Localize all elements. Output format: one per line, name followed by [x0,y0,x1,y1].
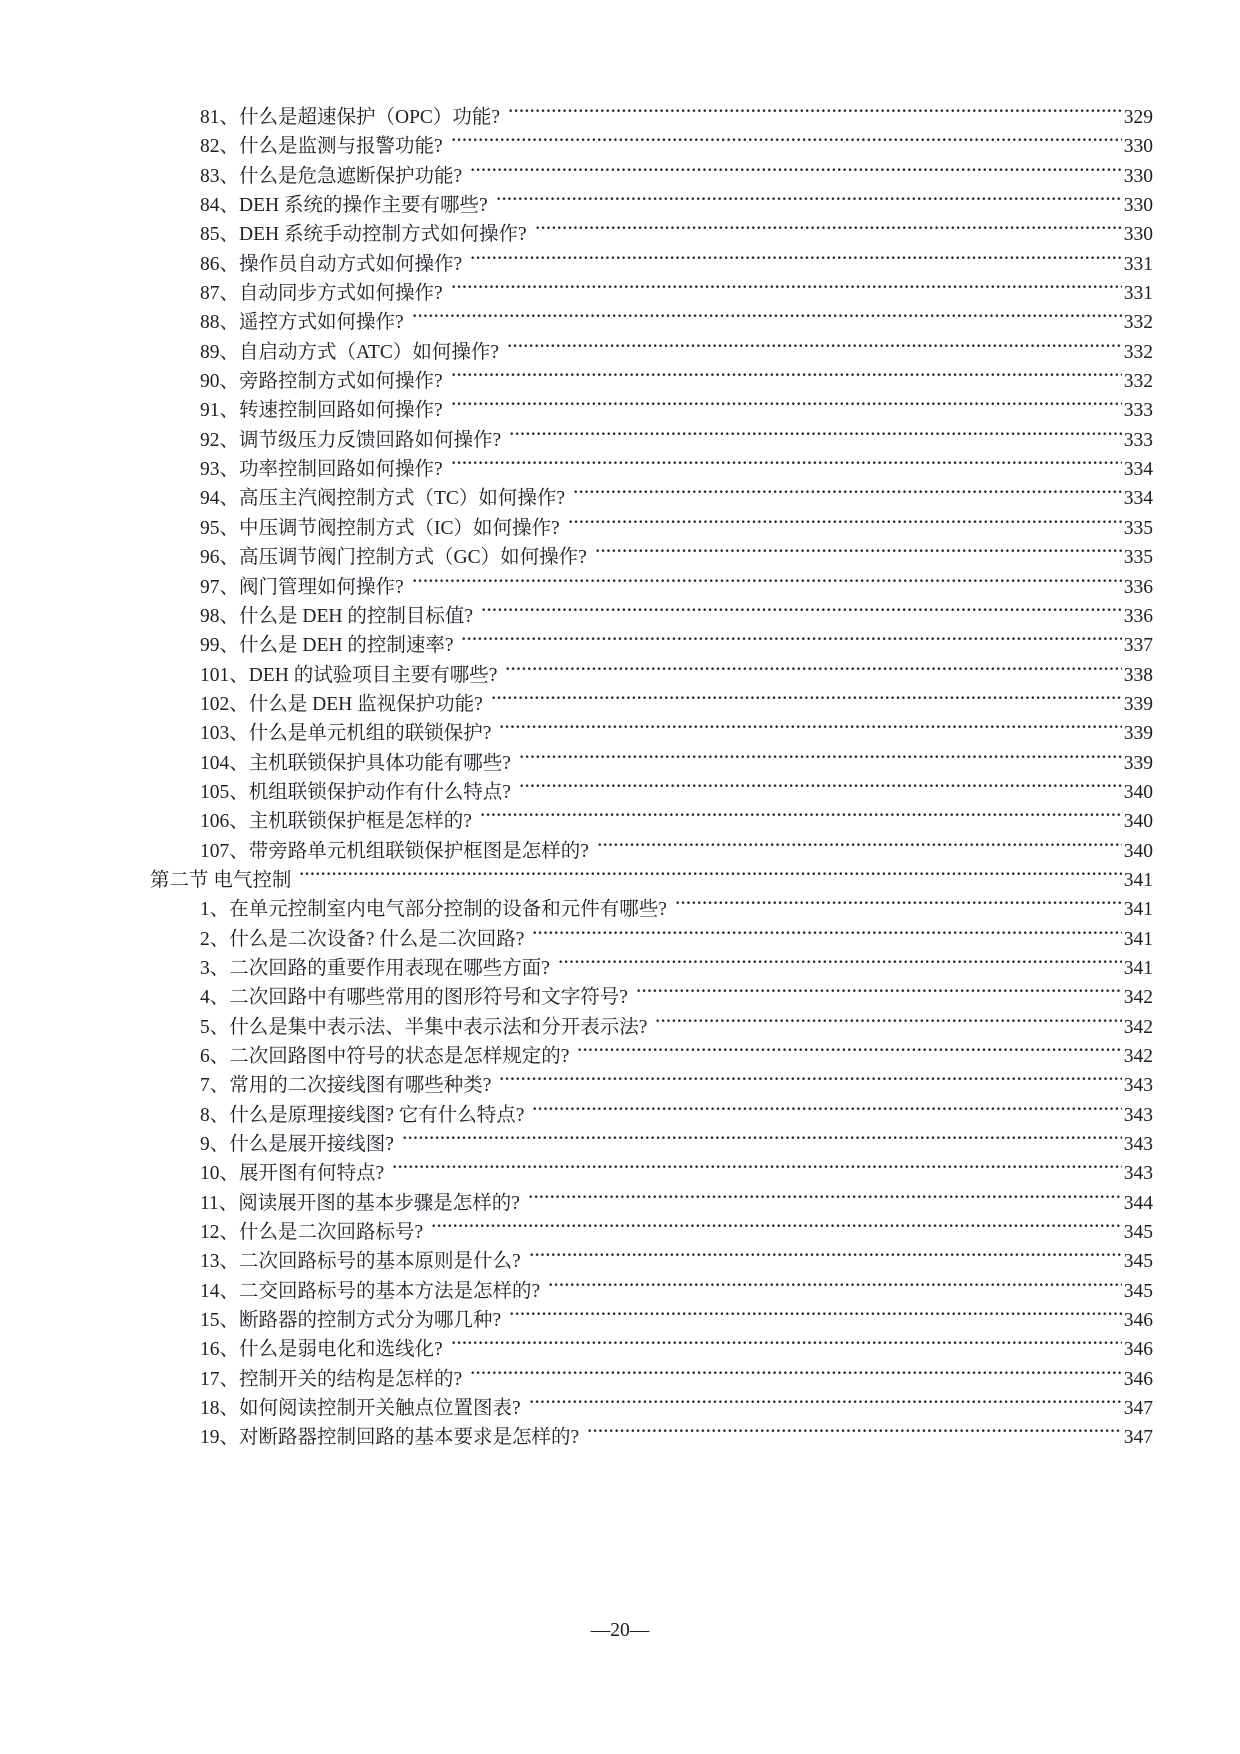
toc-item-row [0,514,1240,543]
toc-section-row [0,866,1240,895]
toc-entry-label: 93、功率控制回路如何操作? [200,459,443,481]
dot-leader [451,279,1122,308]
toc-entry-label: 6、二次回路图中符号的状态是怎样规定的? [200,1046,570,1067]
toc-entry-label: 第二节 电气控制 [150,869,292,891]
dot-leader [505,661,1121,690]
toc-entry-page: 339 [1123,693,1153,715]
toc-item-row [0,1189,1240,1218]
dot-leader [451,455,1122,484]
toc-entry-label: 19、对断路器控制回路的基本要求是怎样的? [200,1427,580,1449]
toc-entry-page: 342 [1123,1016,1153,1038]
toc-item-row [0,543,1240,572]
dot-leader [491,690,1122,719]
toc-item-row [0,484,1240,513]
dot-leader [461,631,1121,660]
toc-entry-page: 339 [1123,723,1153,745]
toc-item-row [0,719,1240,748]
toc-item-row [0,983,1240,1012]
toc-item-row [0,338,1240,367]
toc-item-row [0,631,1240,660]
toc-item-row [0,367,1240,396]
toc-entry-label: 104、主机联锁保护具体功能有哪些? [200,752,511,774]
toc-item-row [0,1423,1240,1452]
toc-item-row [0,396,1240,425]
dot-leader [636,983,1122,1012]
toc-entry-label: 89、自启动方式（ATC）如何操作? [200,341,499,363]
dot-leader [675,895,1122,924]
toc-entry-label: 86、操作员自动方式如何操作? [200,253,463,275]
toc-entry-page: 344 [1123,1192,1153,1214]
dot-leader [529,1394,1122,1423]
toc-item-row [0,220,1240,249]
toc-entry-page: 336 [1123,576,1153,598]
toc-list [0,103,1240,1453]
toc-entry-label: 83、什么是危急遮断保护功能? [200,165,463,187]
toc-item-row [0,602,1240,631]
toc-item-row [0,1306,1240,1335]
dot-leader [507,338,1122,367]
dot-leader [480,807,1122,836]
dot-leader [529,1247,1122,1276]
toc-entry-page: 341 [1123,899,1153,921]
toc-entry-label: 101、DEH 的试验项目主要有哪些? [200,664,498,686]
toc-entry-page: 330 [1123,195,1153,217]
dot-leader [451,132,1122,161]
dot-leader [299,866,1121,895]
toc-item-row [0,1042,1240,1071]
dot-leader [431,1218,1122,1247]
toc-item-row [0,162,1240,191]
toc-item-row [0,778,1240,807]
toc-entry-page: 345 [1123,1222,1153,1244]
toc-entry-label: 84、DEH 系统的操作主要有哪些? [200,195,488,217]
dot-leader [470,1365,1122,1394]
dot-leader [573,484,1122,513]
toc-entry-page: 343 [1123,1104,1153,1126]
toc-entry-page: 332 [1123,341,1153,363]
toc-entry-page: 345 [1123,1280,1153,1302]
toc-entry-label: 11、阅读展开图的基本步骤是怎样的? [200,1192,520,1214]
toc-entry-page: 330 [1123,165,1153,187]
toc-entry-page: 331 [1123,283,1153,305]
dot-leader [470,162,1122,191]
toc-entry-page: 336 [1123,605,1153,627]
toc-entry-page: 341 [1123,928,1153,950]
toc-item-row [0,426,1240,455]
toc-entry-label: 13、二次回路标号的基本原则是什么? [200,1251,521,1273]
toc-entry-page: 332 [1123,371,1153,393]
dot-leader [519,749,1122,778]
toc-entry-page: 345 [1123,1251,1153,1273]
toc-entry-label: 106、主机联锁保护框是怎样的? [200,811,472,833]
toc-entry-label: 99、什么是 DEH 的控制速率? [200,635,454,657]
dot-leader [655,1013,1121,1042]
toc-entry-label: 87、自动同步方式如何操作? [200,283,443,305]
toc-entry-label: 92、调节级压力反馈回路如何操作? [200,429,502,451]
toc-item-row [0,1277,1240,1306]
toc-item-row [0,1071,1240,1100]
toc-item-row [0,661,1240,690]
dot-leader [412,308,1122,337]
dot-leader [451,1335,1122,1364]
dot-leader [496,191,1122,220]
dot-leader [509,426,1122,455]
dot-leader [597,837,1122,866]
toc-entry-page: 342 [1123,987,1153,1009]
toc-entry-page: 340 [1123,811,1153,833]
toc-entry-page: 329 [1123,107,1153,128]
dot-leader [412,573,1122,602]
dot-leader [499,1071,1121,1100]
toc-entry-label: 16、什么是弱电化和选线化? [200,1339,443,1361]
toc-entry-label: 17、控制开关的结构是怎样的? [200,1368,463,1390]
dot-leader [481,602,1122,631]
toc-entry-label: 18、如何阅读控制开关触点位置图表? [200,1398,521,1420]
toc-item-row [0,895,1240,924]
toc-item-row [0,1101,1240,1130]
toc-entry-page: 341 [1123,957,1153,979]
dot-leader [392,1159,1122,1188]
toc-entry-page: 343 [1123,1075,1153,1097]
toc-entry-page: 343 [1123,1134,1153,1156]
toc-entry-label: 3、二次回路的重要作用表现在哪些方面? [200,957,550,979]
toc-entry-page: 340 [1123,781,1153,803]
toc-entry-label: 88、遥控方式如何操作? [200,312,404,334]
toc-entry-label: 82、什么是监测与报警功能? [200,136,443,158]
toc-item-row [0,954,1240,983]
dot-leader [528,1189,1122,1218]
toc-entry-page: 341 [1123,869,1153,891]
toc-entry-label: 12、什么是二次回路标号? [200,1222,424,1244]
dot-leader [548,1277,1122,1306]
dot-leader [451,367,1122,396]
toc-entry-page: 330 [1123,224,1153,246]
dot-leader [508,103,1122,132]
dot-leader [451,396,1122,425]
toc-item-row [0,191,1240,220]
toc-item-row [0,573,1240,602]
dot-leader [535,220,1122,249]
toc-entry-label: 103、什么是单元机组的联锁保护? [200,723,492,745]
toc-entry-page: 337 [1123,635,1153,657]
toc-entry-label: 14、二交回路标号的基本方法是怎样的? [200,1280,541,1302]
dot-leader [558,954,1122,983]
toc-item-row [0,925,1240,954]
toc-item-row [0,250,1240,279]
toc-item-row [0,690,1240,719]
toc-entry-page: 343 [1123,1163,1153,1185]
dot-leader [402,1130,1122,1159]
dot-leader [595,543,1122,572]
toc-item-row [0,1130,1240,1159]
toc-item-row [0,1365,1240,1394]
toc-entry-page: 346 [1123,1310,1153,1332]
toc-entry-page: 330 [1123,136,1153,158]
footer-page-number: —20— [590,1620,650,1641]
toc-entry-page: 339 [1123,752,1153,774]
toc-item-row [0,837,1240,866]
toc-entry-label: 94、高压主汽阀控制方式（TC）如何操作? [200,488,566,510]
dot-leader [577,1042,1121,1071]
toc-entry-label: 105、机组联锁保护动作有什么特点? [200,781,511,803]
toc-item-row [0,1247,1240,1276]
toc-item-row [0,308,1240,337]
toc-entry-page: 346 [1123,1368,1153,1390]
toc-entry-label: 81、什么是超速保护（OPC）功能? [200,107,501,128]
toc-entry-page: 334 [1123,459,1153,481]
toc-entry-label: 15、断路器的控制方式分为哪几种? [200,1310,502,1332]
toc-entry-label: 96、高压调节阀门控制方式（GC）如何操作? [200,547,587,569]
toc-entry-label: 90、旁路控制方式如何操作? [200,371,443,393]
toc-entry-label: 4、二次回路中有哪些常用的图形符号和文字符号? [200,987,628,1009]
toc-item-row [0,1013,1240,1042]
toc-entry-page: 340 [1123,840,1153,862]
toc-entry-label: 85、DEH 系统手动控制方式如何操作? [200,224,527,246]
toc-entry-page: 333 [1123,400,1153,422]
dot-leader [499,719,1121,748]
toc-entry-page: 334 [1123,488,1153,510]
toc-item-row [0,455,1240,484]
toc-entry-label: 97、阀门管理如何操作? [200,576,404,598]
toc-item-row [0,132,1240,161]
toc-entry-label: 102、什么是 DEH 监视保护功能? [200,693,483,715]
toc-entry-page: 335 [1123,547,1153,569]
toc-entry-label: 1、在单元控制室内电气部分控制的设备和元件有哪些? [200,899,667,921]
toc-item-row [0,279,1240,308]
toc-entry-page: 331 [1123,253,1153,275]
dot-leader [532,925,1121,954]
dot-leader [568,514,1122,543]
toc-item-row [0,1159,1240,1188]
toc-entry-page: 332 [1123,312,1153,334]
toc-entry-page: 347 [1123,1398,1153,1420]
toc-entry-label: 7、常用的二次接线图有哪些种类? [200,1075,492,1097]
toc-entry-label: 98、什么是 DEH 的控制目标值? [200,605,473,627]
toc-entry-label: 91、转速控制回路如何操作? [200,400,443,422]
toc-entry-page: 342 [1123,1046,1153,1067]
toc-entry-label: 8、什么是原理接线图? 它有什么特点? [200,1104,525,1126]
toc-entry-label: 10、展开图有何特点? [200,1163,385,1185]
dot-leader [587,1423,1122,1452]
toc-entry-label: 107、带旁路单元机组联锁保护框图是怎样的? [200,840,589,862]
toc-entry-page: 347 [1123,1427,1153,1449]
toc-entry-label: 5、什么是集中表示法、半集中表示法和分开表示法? [200,1016,648,1038]
toc-item-row [0,1394,1240,1423]
dot-leader [470,250,1122,279]
dot-leader [532,1101,1121,1130]
toc-item-row [0,1218,1240,1247]
toc-entry-page: 333 [1123,429,1153,451]
toc-entry-page: 346 [1123,1339,1153,1361]
toc-item-row [0,103,1240,132]
toc-item-row [0,1335,1240,1364]
dot-leader [509,1306,1122,1335]
dot-leader [519,778,1122,807]
toc-entry-page: 335 [1123,517,1153,539]
toc-entry-label: 9、什么是展开接线图? [200,1134,394,1156]
toc-item-row [0,749,1240,778]
toc-entry-page: 338 [1123,664,1153,686]
toc-item-row [0,807,1240,836]
toc-entry-label: 95、中压调节阀控制方式（IC）如何操作? [200,517,560,539]
toc-entry-label: 2、什么是二次设备? 什么是二次回路? [200,928,525,950]
